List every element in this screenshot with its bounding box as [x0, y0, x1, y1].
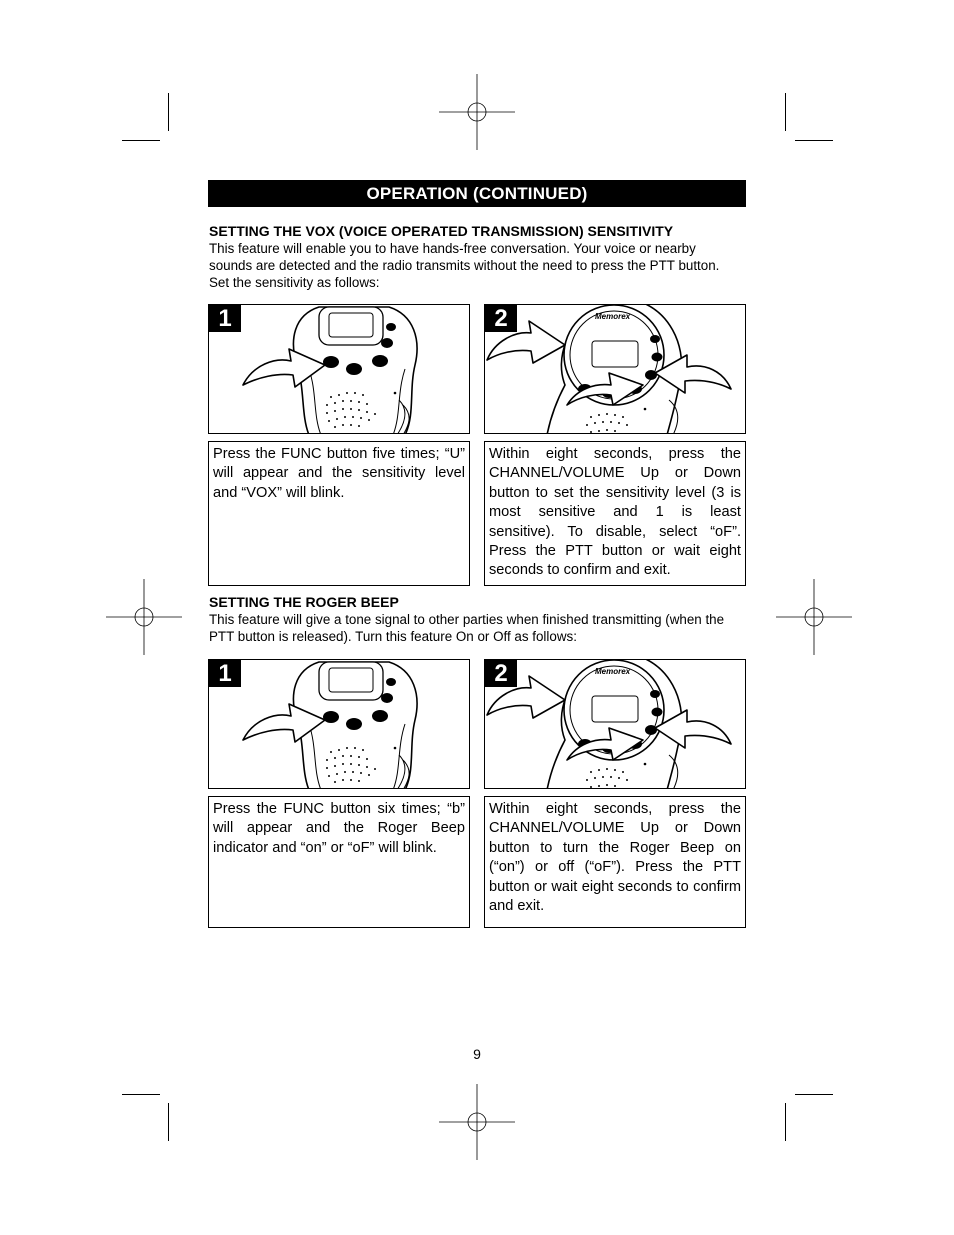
vox-step2-instructions: Within eight seconds, press the CHANNEL/VOLUME Up or Down button to set the sensitivity level (3 is most sensitive and 1 is least sensitive). To disable, select “oF”. Press the PTT button or wait eight seconds to confirm and exit. — [484, 441, 746, 586]
registration-mark-icon — [439, 1084, 515, 1160]
crop-mark — [122, 1094, 160, 1095]
vox-section-title: SETTING THE VOX (VOICE OPERATED TRANSMISSION) SENSITIVITY — [209, 223, 674, 239]
crop-mark — [122, 140, 160, 141]
section-header: OPERATION (CONTINUED) — [208, 180, 746, 207]
registration-mark-icon — [776, 579, 852, 655]
crop-mark — [785, 93, 786, 131]
radio-func-button-illustration — [209, 305, 470, 434]
roger-step1-illustration — [208, 659, 470, 789]
roger-section-title: SETTING THE ROGER BEEP — [209, 594, 399, 610]
step-number-badge: 2 — [485, 305, 517, 332]
step-number-badge: 1 — [209, 660, 241, 687]
page-number: 9 — [473, 1046, 481, 1062]
step-number-badge: 1 — [209, 305, 241, 332]
vox-step2-illustration — [484, 304, 746, 434]
roger-step2-illustration — [484, 659, 746, 789]
crop-mark — [785, 1103, 786, 1141]
roger-step2-instructions: Within eight seconds, press the CHANNEL/VOLUME Up or Down button to turn the Roger Beep on (“on”) or off (“oF”). Press the PTT button or wait eight seconds to confirm and exit. — [484, 796, 746, 928]
registration-mark-icon — [439, 74, 515, 150]
crop-mark — [795, 1094, 833, 1095]
radio-channel-volume-illustration — [485, 660, 746, 789]
vox-step1-instructions: Press the FUNC button five times; “U” will appear and the sensitivity level and “VOX” will blink. — [208, 441, 470, 586]
registration-mark-icon — [106, 579, 182, 655]
crop-mark — [795, 140, 833, 141]
radio-channel-volume-illustration — [485, 305, 746, 434]
crop-mark — [168, 93, 169, 131]
radio-func-button-illustration — [209, 660, 470, 789]
vox-section-description: This feature will enable you to have hands-free conversation. Your voice or nearby sounds are detected and the radio transmits without the need to press the PTT button. Set the sensitivity as follows: — [209, 241, 720, 290]
memorex-logo: Memorex — [595, 667, 631, 676]
memorex-logo: Memorex — [595, 312, 631, 321]
vox-step1-illustration — [208, 304, 470, 434]
roger-step1-instructions: Press the FUNC button six times; “b” will appear and the Roger Beep indicator and “on” or “oF” will blink. — [208, 796, 470, 928]
roger-section-description: This feature will give a tone signal to other parties when finished transmitting (when the PTT button is released). Turn this feature On or Off as follows: — [209, 612, 725, 644]
step-number-badge: 2 — [485, 660, 517, 687]
crop-mark — [168, 1103, 169, 1141]
